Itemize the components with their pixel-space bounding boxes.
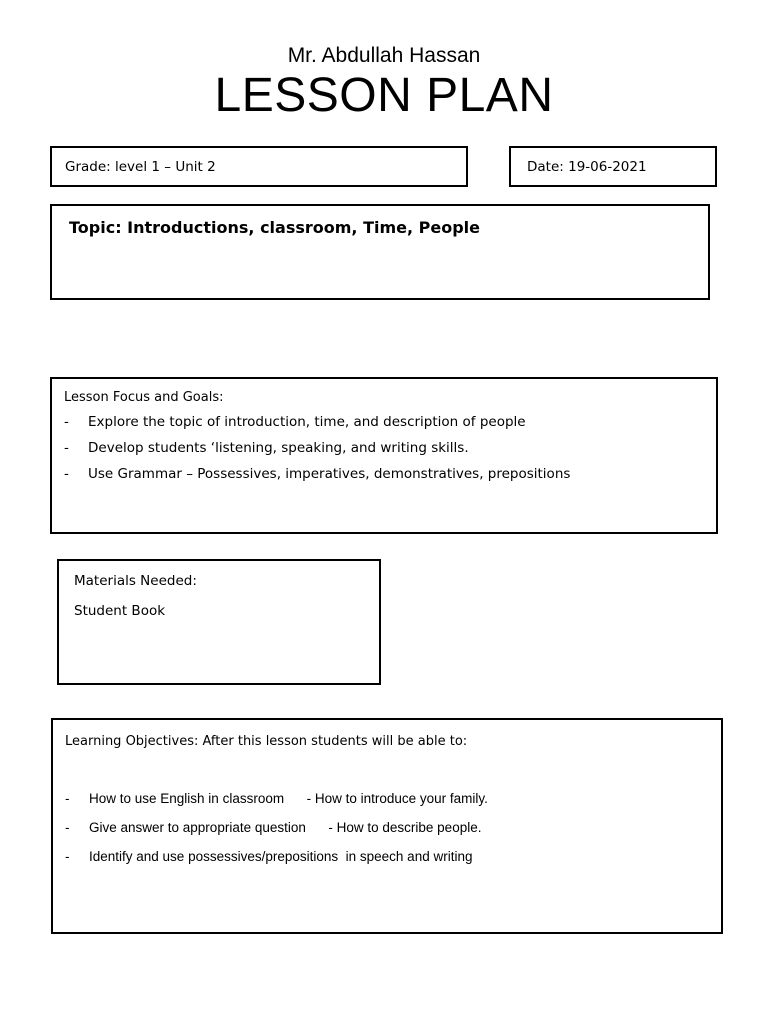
bullet-dash: - (65, 849, 70, 864)
bullet-dash: - (64, 466, 69, 482)
list-item (64, 466, 704, 492)
bullet-dash: - (64, 414, 69, 430)
learning-objectives-heading: Learning Objectives: After this lesson students will be able to: (65, 734, 468, 749)
list-item-text: Identify and use possessives/prepositions in speech and writing (89, 849, 473, 864)
list-item (65, 791, 715, 820)
list-item (64, 414, 704, 440)
learning-objectives-box (51, 718, 723, 934)
list-item (65, 820, 715, 849)
bullet-dash: - (65, 791, 70, 806)
topic-box (50, 204, 710, 300)
bullet-dash: - (64, 440, 69, 456)
lesson-focus-list (64, 414, 704, 492)
list-item (64, 440, 704, 466)
list-item-text: Give answer to appropriate question - How to describe people. (89, 820, 482, 835)
grade-text: Grade: level 1 – Unit 2 (65, 159, 216, 175)
bullet-dash: - (65, 820, 70, 835)
learning-objectives-list (65, 791, 715, 878)
lesson-focus-heading: Lesson Focus and Goals: (64, 390, 224, 405)
topic-text: Topic: Introductions, classroom, Time, People (69, 218, 480, 237)
author-name: Mr. Abdullah Hassan (287, 44, 481, 67)
materials-box (57, 559, 381, 685)
page-title: LESSON PLAN (214, 69, 554, 122)
date-text: Date: 19-06-2021 (527, 159, 647, 175)
list-item-text: Develop students ‘listening, speaking, and writing skills. (88, 440, 469, 456)
materials-heading: Materials Needed: (74, 573, 197, 589)
materials-item: Student Book (74, 603, 166, 619)
lesson-focus-box (50, 377, 718, 534)
grade-box (50, 146, 468, 187)
list-item (65, 849, 715, 878)
date-box (509, 146, 717, 187)
list-item-text: Use Grammar – Possessives, imperatives, demonstratives, prepositions (88, 466, 571, 482)
list-item-text: Explore the topic of introduction, time, and description of people (88, 414, 526, 430)
list-item-text: How to use English in classroom - How to introduce your family. (89, 791, 488, 806)
